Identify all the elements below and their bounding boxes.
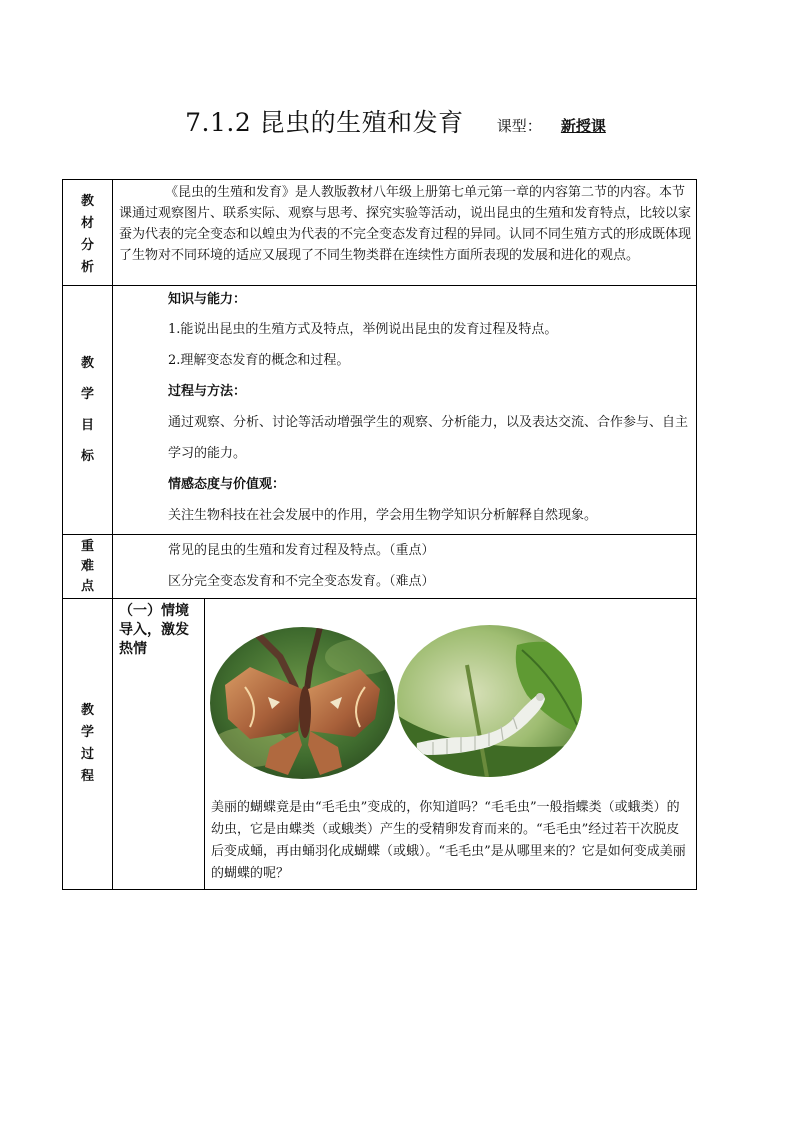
process-method-text: 通过观察、分析、讨论等活动增强学生的观察、分析能力，以及表达交流、合作参与、自主学习的能力。 [168, 415, 689, 461]
teaching-process-label: 教 学 过 程 [63, 599, 113, 890]
teaching-goals-row [63, 286, 697, 535]
lesson-plan-table [62, 179, 697, 890]
knowledge-item-1: 1.能说出昆虫的生殖方式及特点，举例说出昆虫的发育过程及特点。 [168, 322, 558, 337]
page-title: 7.1.2 昆虫的生殖和发育 [185, 108, 464, 137]
atlas-moth-photo [210, 627, 395, 779]
key-points-row [63, 535, 697, 599]
teaching-goals-content [113, 286, 697, 535]
material-analysis-row [63, 180, 697, 286]
key-points-content [113, 535, 697, 599]
intro-paragraph: 美丽的蝴蝶竟是由“毛毛虫”变成的，你知道吗？“毛毛虫”一般指蝶类（或蛾类）的幼虫，它是由蝶类（或蛾类）产生的受精卵发育而来的。“毛毛虫”经过若干次脱皮后变成蛹，再由蛹羽化成蝴蝶（或蛾）。“毛毛虫”是从哪里来的？它是如何变成美丽的蝴蝶的呢？ [211, 800, 686, 881]
document-header [0, 103, 794, 139]
key-point-text: 常见的昆虫的生殖和发育过程及特点。（重点） [168, 543, 435, 558]
step-title-cell [113, 599, 205, 890]
key-points-label: 重 难 点 [63, 535, 113, 599]
silkworm-photo [397, 625, 582, 777]
step-1-title: （一）情境导入，激发热情 [119, 603, 189, 657]
material-analysis-label: 教 材 分 析 [63, 180, 113, 286]
attitude-heading: 情感态度与价值观： [168, 477, 286, 492]
knowledge-heading: 知识与能力： [168, 292, 247, 307]
lesson-type-value: 新授课 [560, 117, 606, 135]
moth-illustration [210, 627, 395, 779]
material-analysis-text: 《昆虫的生殖和发育》是人教版教材八年级上册第七单元第一章的内容第二节的内容。本节课通过观察图片、联系实际、观察与思考、探究实验等活动，说出昆虫的生殖和发育特点，比较以家蚕为代表的完全变态和以蝗虫为代表的不完全变态发育过程的异同。认同不同生殖方式的形成既体现了生物对不同环境的适应又展现了不同生物类群在连续性方面所表现的发展和进化的观点。 [119, 185, 692, 263]
teaching-goals-label: 教 学 目 标 [63, 286, 113, 535]
attitude-text: 关注生物科技在社会发展中的作用，学会用生物学知识分析解释自然现象。 [168, 508, 598, 523]
material-analysis-content [113, 180, 697, 286]
knowledge-item-2: 2.理解变态发育的概念和过程。 [168, 353, 350, 368]
difficult-point-text: 区分完全变态发育和不完全变态发育。（难点） [168, 574, 435, 589]
silkworm-illustration [397, 625, 582, 777]
process-method-heading: 过程与方法： [168, 384, 247, 399]
teaching-process-row [63, 599, 697, 890]
lesson-type-label: 课型： [496, 117, 542, 135]
step-1-content [205, 599, 697, 890]
intro-photos [205, 599, 696, 797]
